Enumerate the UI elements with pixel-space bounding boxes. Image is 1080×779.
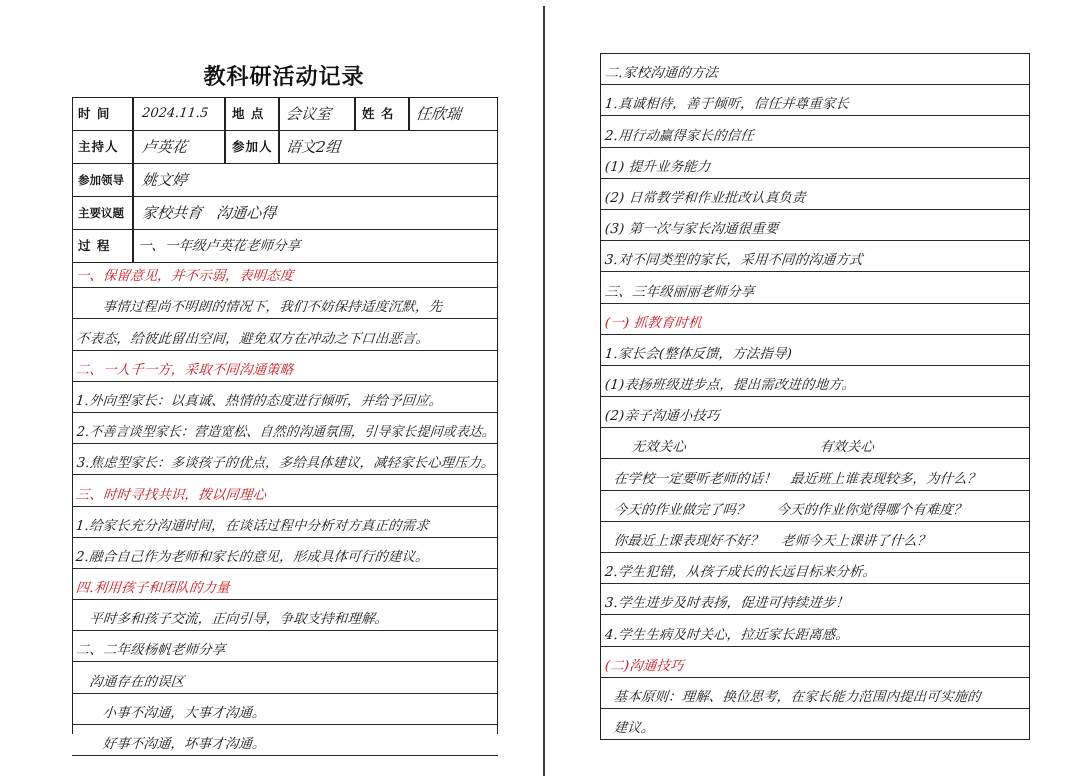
- note-line-text: 沟通存在的误区: [75, 674, 185, 690]
- note-line: [601, 491, 1029, 522]
- note-line: [601, 304, 1029, 335]
- note-line: [72, 662, 498, 693]
- note-line-text: 3.学生进步及时表扬，促进可持续进步！: [604, 596, 850, 612]
- note-line-text: (1) 提升业务能力: [604, 159, 712, 175]
- note-line: [601, 335, 1029, 366]
- note-line-text: 在学校一定要听老师的话！ 最近班上谁表现较多，为什么？: [604, 471, 982, 487]
- note-line: [72, 507, 498, 538]
- note-line-text: 1.真诚相待，善于倾听，信任并尊重家长: [604, 97, 850, 113]
- time-label: 时 间: [78, 106, 111, 121]
- note-line: [72, 631, 498, 662]
- document-title: 教科研活动记录: [203, 64, 365, 90]
- row-host-participants: [72, 130, 498, 163]
- note-line-text: (1)表扬班级进步点，提出需改进的地方。: [604, 378, 857, 394]
- header-table: [72, 97, 498, 263]
- note-line: [601, 397, 1029, 428]
- row-topic: [72, 196, 498, 229]
- note-line-text: 2.不善言谈型家长：营造宽松、自然的沟通氛围，引导家长提问或表达。: [76, 425, 496, 441]
- note-line: [601, 522, 1029, 553]
- note-line: [72, 351, 498, 382]
- note-line: [601, 678, 1029, 709]
- note-line-text: 今天的作业做完了吗？ 今天的作业你觉得哪个有难度？: [604, 502, 968, 518]
- note-line: [72, 319, 498, 350]
- name-value: 任欣瑞: [415, 105, 462, 123]
- note-line-text: 1.家长会(整体反馈，方法指导): [604, 346, 793, 362]
- note-line: [72, 725, 498, 756]
- page-spine: [543, 6, 545, 776]
- note-line: [601, 459, 1029, 490]
- note-line-text: 不表态，给彼此留出空间，避免双方在冲动之下口出恶言。: [75, 331, 430, 347]
- note-line: [601, 647, 1029, 678]
- note-line: [601, 428, 1029, 459]
- leader-value: 姚文婷: [141, 171, 188, 189]
- note-line: [601, 553, 1029, 584]
- note-line: [72, 600, 498, 631]
- row-leader: [72, 163, 498, 196]
- time-value: 2024.11.5: [141, 106, 210, 121]
- note-line-text: (2) 日常教学和作业批改认真负责: [604, 190, 807, 206]
- note-line-text: (2)亲子沟通小技巧: [604, 409, 721, 425]
- note-line: [72, 257, 498, 288]
- right-lined-notes: [600, 53, 1030, 740]
- note-line: [72, 444, 498, 475]
- note-line-text: (一) 抓教育时机: [604, 315, 703, 331]
- note-line-text: 小事不沟通，大事才沟通。: [75, 705, 267, 721]
- note-line-text: 2.融合自己作为老师和家长的意见，形成具体可行的建议。: [75, 549, 430, 565]
- note-line: [72, 413, 498, 444]
- note-line-text: 1.外向型家长：以真诚、热情的态度进行倾听，并给予回应。: [75, 393, 444, 409]
- note-line: [601, 615, 1029, 646]
- note-line-text: 事情过程尚不明朗的情况下，我们不妨保持适度沉默，先: [75, 300, 443, 316]
- note-line: [72, 382, 498, 413]
- host-label: 主持人: [78, 139, 119, 154]
- note-line-text: 1.给家长充分沟通时间，在谈话过程中分析对方真正的需求: [75, 518, 430, 534]
- note-line: [601, 148, 1029, 179]
- note-line: [601, 584, 1029, 615]
- note-line: [601, 709, 1029, 740]
- note-line: [601, 210, 1029, 241]
- participants-value: 语文2组: [285, 138, 342, 156]
- note-line: [72, 288, 498, 319]
- note-line-text: 好事不沟通，坏事才沟通。: [75, 737, 267, 752]
- note-line-text: (3) 第一次与家长沟通很重要: [604, 222, 780, 238]
- note-line-text: 2.学生犯错，从孩子成长的长远目标来分析。: [604, 565, 877, 581]
- note-line-text: 无效关心 有效关心: [604, 440, 875, 456]
- topic-value: 家校共育 沟通心得: [141, 204, 278, 222]
- note-line-text: 三、时时寻找共识，拨以同理心: [75, 487, 267, 503]
- note-line-text: 二.家校沟通的方法: [604, 66, 719, 82]
- place-value: 会议室: [285, 105, 332, 123]
- note-line: [601, 85, 1029, 116]
- note-line-text: 3.对不同类型的家长，采用不同的沟通方式: [604, 253, 864, 269]
- note-line-text: 4.学生生病及时关心，拉近家长距离感。: [604, 627, 850, 643]
- note-line: [601, 272, 1029, 303]
- note-line: [601, 116, 1029, 147]
- topic-label: 主要议题: [78, 206, 124, 220]
- note-line: [601, 241, 1029, 272]
- process-label: 过 程: [78, 238, 111, 253]
- note-line-text: 建议。: [604, 721, 656, 737]
- leader-label: 参加领导: [78, 173, 124, 187]
- note-line-text: 基本原则：理解、换位思考，在家长能力范围内提出可实施的: [604, 689, 982, 705]
- note-line-text: 2.用行动赢得家长的信任: [604, 128, 755, 144]
- process-value: 一、一年级卢英花老师分享: [137, 238, 301, 254]
- name-label: 姓 名: [362, 106, 395, 121]
- note-line: [72, 475, 498, 506]
- note-line-text: 四.利用孩子和团队的力量: [75, 581, 231, 597]
- note-line-text: 你最近上课表现好不好？ 老师今天上课讲了什么？: [604, 534, 932, 549]
- note-line-text: 平时多和孩子交流，正向引导，争取支持和理解。: [75, 612, 389, 628]
- note-line: [72, 694, 498, 725]
- note-line: [72, 538, 498, 569]
- place-label: 地 点: [232, 106, 265, 121]
- note-line: [601, 179, 1029, 210]
- note-line-text: (二)沟通技巧: [604, 658, 685, 674]
- note-line-text: 3.焦虑型家长：多谈孩子的优点，多给具体建议，减轻家长心理压力。: [76, 456, 496, 472]
- host-value: 卢英花: [141, 138, 188, 156]
- note-line: [601, 366, 1029, 397]
- left-lined-notes: [72, 257, 498, 756]
- note-line-text: 二、一人千一方，采取不同沟通策略: [75, 362, 294, 378]
- note-line-text: 一、保留意见，并不示弱，表明态度: [75, 269, 294, 285]
- participants-label: 参加人: [232, 139, 273, 154]
- note-line: [72, 569, 498, 600]
- note-line-text: 三、三年级丽丽老师分享: [604, 284, 755, 300]
- note-line-text: 二、二年级杨帆老师分享: [75, 643, 226, 659]
- note-line: [601, 54, 1029, 85]
- row-time-place-name: [72, 97, 498, 130]
